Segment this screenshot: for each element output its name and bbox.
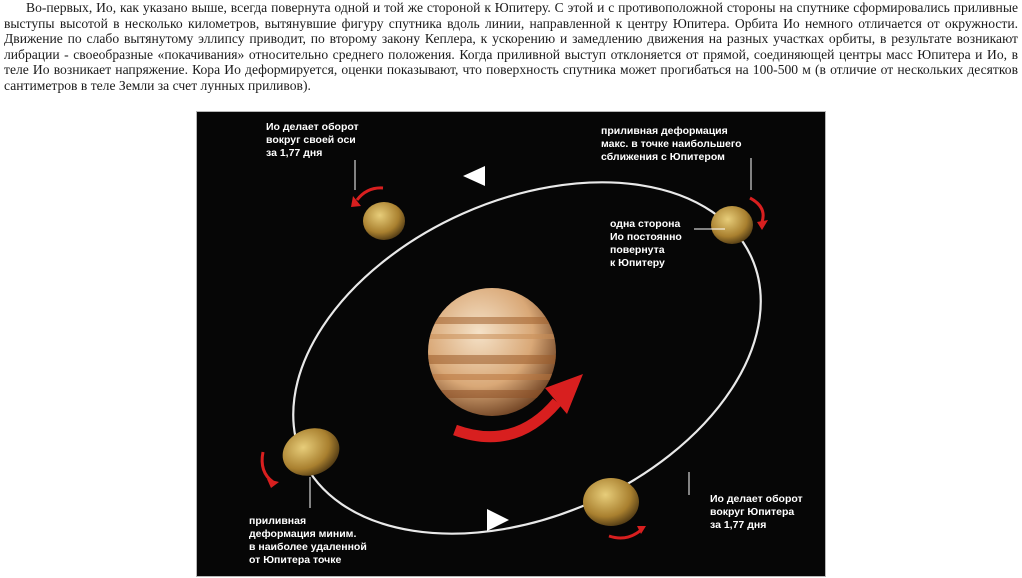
orbit-direction-arrow-top bbox=[463, 166, 485, 186]
io-moon-bottom-right bbox=[583, 478, 639, 526]
io-rotation-arrow-top-left bbox=[357, 188, 383, 200]
io-moon-left bbox=[276, 420, 346, 483]
io-rotation-arrow-top-right bbox=[750, 198, 763, 222]
label-tidal-deformation-max: приливная деформация макс. в точке наибольшего сближения с Юпитером bbox=[601, 125, 742, 163]
label-io-orbit-jupiter: Ио делает оборот вокруг Юпитера за 1,77 дня bbox=[710, 493, 803, 531]
io-moon-top-left bbox=[363, 202, 405, 240]
article-paragraph: Во-первых, Ио, как указано выше, всегда повернута одной и той же стороной к Юпитеру. С этой и с противоположной стороны на спутнике сформировались приливные выступы высотой в несколько километров, вытянувшие фигуру спутника вдоль линии, направленной к центру Юпитера. Орбита Ио немного отличается от окружности. Движение по слабо вытянутому эллипсу приводит, по второму закону Кеплера, к ускорению и замедлению движения на разных участках орбиты, в результате возникают либрации - своеобразные «покачивания» относительно среднего положения. Когда приливной выступ отклоняется от прямой, соединяющей центры масс Юпитера и Ио, в теле Ио возникает напряжение. Кора Ио деформируется, оценки показывают, что поверхность спутника может прогибаться на 100-500 м (в отличие от нескольких десятков сантиметров в теле Земли за счет лунных приливов). bbox=[4, 0, 1018, 93]
io-rotation-arrow-bottom-right bbox=[609, 530, 641, 538]
label-tidal-deformation-min: приливная деформация миним. в наиболее удаленной от Юпитера точке bbox=[249, 515, 367, 566]
io-orbit-figure bbox=[196, 111, 826, 577]
io-rotation-arrow-left bbox=[262, 452, 273, 482]
io-moon-top-right bbox=[711, 206, 753, 244]
io-rotation-arrowhead-top-right bbox=[757, 220, 768, 230]
label-io-rotation-axis: Ио делает оборот вокруг своей оси за 1,77 дня bbox=[266, 121, 359, 159]
article-text bbox=[4, 0, 1018, 94]
jupiter-planet bbox=[422, 288, 562, 416]
label-one-side-facing: одна сторона Ио постоянно повернута к Юпитеру bbox=[610, 218, 682, 269]
